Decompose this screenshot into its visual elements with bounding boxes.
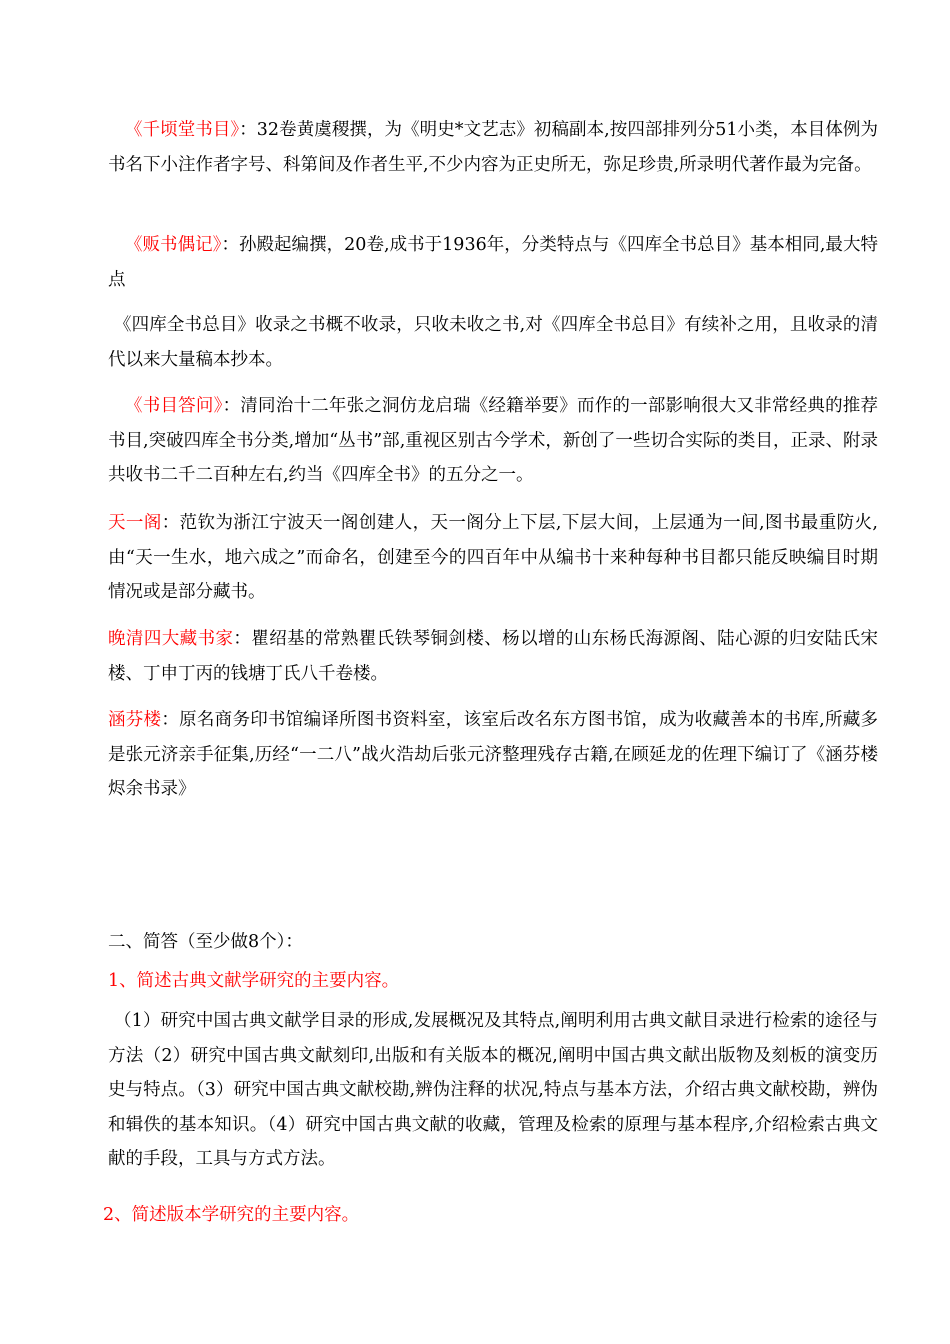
entry-text: ：孙殿起编撰，20卷,成书于1936年，分类特点与《四库全书总目》基本相同,最大特点: [108, 235, 878, 290]
entry-hanfenlou: [108, 703, 878, 807]
entry-text: ：32卷黄虞稷撰，为《明史*文艺志》初稿副本,按四部排列分51小类，本目体例为书名下小注作者字号、科第间及作者生平,不少内容为正史所无，弥足珍贵,所录明代著作最为完备。: [108, 120, 879, 175]
entry-text: ：清同治十二年张之洞仿龙启瑞《经籍举要》而作的一部影响很大又非常经典的推荐书目,突破四库全书分类,增加“丛书”部,重视区别古今学术，新创了一些切合实际的类目，正录、附录共收书二千二百种左右,约当《四库全书》的五分之一。: [108, 396, 879, 485]
entry-wanqing-collectors: [108, 622, 878, 691]
entry-qianqingtang: [108, 113, 878, 182]
entry-text: ：瞿绍基的常熟瞿氏铁琴铜剑楼、杨以增的山东杨氏海源阁、陆心源的归安陆氏宋楼、丁申丁丙的钱塘丁氏八千卷楼。: [108, 629, 879, 684]
entry-continuation-text: 《四库全书总目》收录之书概不收录，只收未收之书,对《四库全书总目》有续补之用，且收录的清代以来大量稿本抄本。: [108, 315, 878, 370]
answer-1: （1）研究中国古典文献学目录的形成,发展概况及其特点,阐明利用古典文献目录进行检索的途径与方法（2）研究中国古典文献刻印,出版和有关版本的概况,阐明中国古典文献出版物及刻板的演变历史与特点。（3）研究中国古典文献校勘,辨伪注释的状况,特点与基本方法，介绍古典文献校勘，辨伪和辑佚的基本知识。（4）研究中国古典文献的收藏，管理及检索的原理与基本程序,介绍检索古典文献的手段，工具与方式方法。: [108, 1011, 878, 1169]
entry-fanshu-continuation: [108, 308, 878, 377]
entry-term: 晚清四大藏书家: [108, 629, 234, 649]
section-heading: 二、简答（至少做8个）：: [108, 932, 303, 952]
entry-text: ：范钦为浙江宁波天一阁创建人，天一阁分上下层,下层大间，上层通为一间,图书最重防火,由“天一生水，地六成之”而命名，创建至今的四百年中从编书十来种每种书目都只能反映编目时期情况或是部分藏书。: [108, 513, 878, 602]
entry-text: ：原名商务印书馆编译所图书资料室，该室后改名东方图书馆，成为收藏善本的书库,所藏多是张元济亲手征集,历经“一二八”战火浩劫后张元济整理残存古籍,在顾延龙的佐理下编订了《涵芬楼烬余书录》: [108, 710, 879, 799]
entry-term: 《千顷堂书目》: [125, 120, 240, 140]
question-1: 1、简述古典文献学研究的主要内容。: [108, 971, 400, 991]
question-2: 2、简述版本学研究的主要内容。: [103, 1205, 360, 1225]
entry-term: 涵芬楼: [108, 710, 162, 730]
entry-term: 天一阁: [108, 513, 162, 533]
entry-shumu-dawen: [108, 389, 878, 493]
entry-term: 《书目答问》: [125, 396, 223, 416]
entry-term: 《贩书偶记》: [125, 235, 222, 255]
entry-fanshu-ouji: [108, 228, 878, 297]
entry-tianyige: [108, 506, 878, 610]
